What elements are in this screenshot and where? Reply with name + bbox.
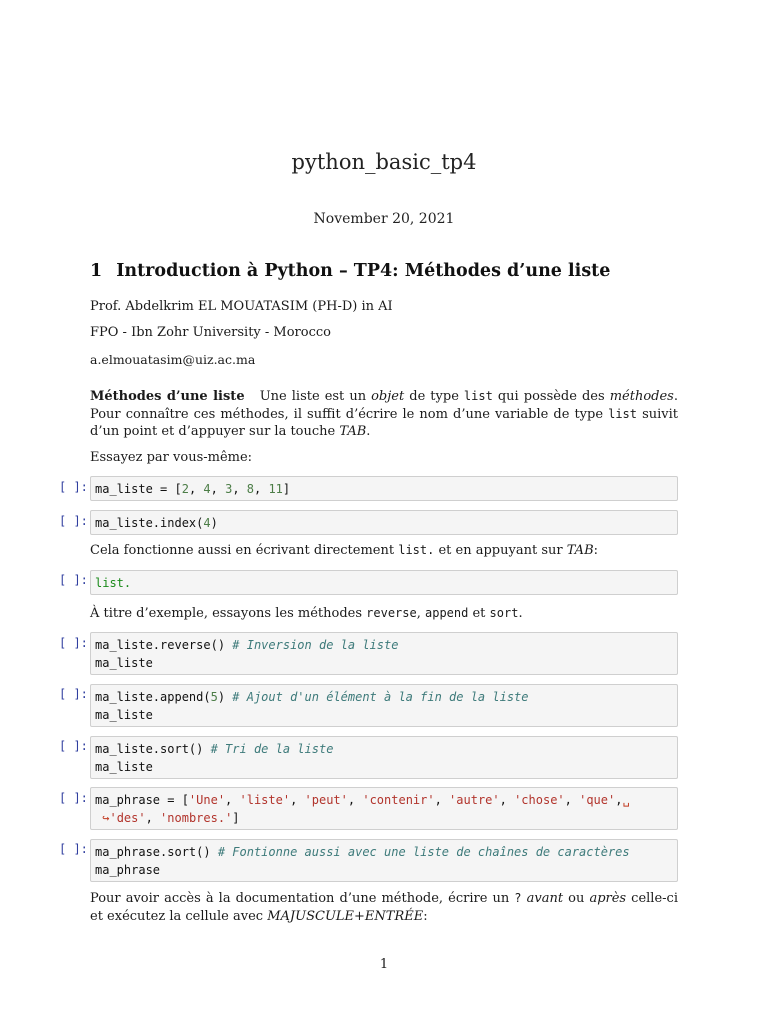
try-paragraph: Essayez par vous-même: xyxy=(90,450,253,465)
code-string: 'Une' xyxy=(188,793,226,807)
text: . xyxy=(518,606,523,621)
code-text: , xyxy=(499,793,515,807)
code-cell[interactable] xyxy=(90,684,678,727)
section-heading xyxy=(90,261,610,281)
code-number: 4 xyxy=(203,516,211,530)
code-text: , xyxy=(347,793,363,807)
emphasis: MAJUSCULE+ENTRÉE xyxy=(267,908,424,924)
code-text: ) xyxy=(217,690,233,704)
cell-prompt: [ ]: xyxy=(59,636,88,650)
code-text: ma_liste = [ xyxy=(95,482,182,496)
email-line: a.elmouatasim@uiz.ac.ma xyxy=(90,352,256,367)
line-wrap-mark: ␣ xyxy=(622,793,630,807)
code-string: 'peut' xyxy=(304,793,348,807)
cell-prompt: [ ]: xyxy=(59,791,88,805)
code-builtin: list. xyxy=(95,576,132,590)
code-string: 'des' xyxy=(109,811,146,825)
text: Une liste est un xyxy=(259,389,372,404)
document-date: November 20, 2021 xyxy=(313,211,455,227)
code-text: , xyxy=(564,793,580,807)
code-cell[interactable] xyxy=(90,736,678,779)
direct-list-paragraph xyxy=(90,542,678,560)
text: qui possède des xyxy=(492,389,610,404)
code-cell[interactable] xyxy=(90,570,678,595)
code-cell[interactable] xyxy=(90,787,678,830)
code-comment: # Tri de la liste xyxy=(210,742,334,756)
text: ou xyxy=(563,891,590,906)
cell-prompt: [ ]: xyxy=(59,573,88,587)
code-text: ma_phrase.sort() xyxy=(95,845,218,859)
code-text: , xyxy=(145,811,161,825)
text: : xyxy=(423,908,428,924)
code-string: 'que' xyxy=(579,793,616,807)
code-string: 'contenir' xyxy=(362,793,435,807)
documentation-paragraph xyxy=(90,890,678,925)
code-number: 2 xyxy=(181,482,189,496)
code-text: , xyxy=(290,793,305,807)
code-cell[interactable] xyxy=(90,839,678,882)
text: celle-ci et exécutez la cellule avec xyxy=(90,891,678,924)
code-text: , xyxy=(434,793,450,807)
code-number: 3 xyxy=(225,482,233,496)
emphasis: TAB xyxy=(339,424,367,439)
emphasis: après xyxy=(589,891,627,906)
code-comment: # Ajout d'un élément à la fin de la liste xyxy=(232,690,529,704)
document-title: python_basic_tp4 xyxy=(291,150,477,174)
code-text: ma_liste.reverse() xyxy=(95,638,233,652)
cell-prompt: [ ]: xyxy=(59,739,88,753)
code-text: ma_liste xyxy=(95,760,153,774)
code-text: , xyxy=(254,482,269,496)
cell-prompt: [ ]: xyxy=(59,514,88,528)
paragraph-heading: Méthodes d’une liste xyxy=(90,389,245,404)
author-line: Prof. Abdelkrim EL MOUATASIM (PH-D) in AI xyxy=(90,299,393,314)
section-title: Introduction à Python – TP4: Méthodes d’une liste xyxy=(116,261,611,281)
text: Pour avoir accès à la documentation d’une méthode, écrire un xyxy=(90,891,515,906)
inline-code: ? xyxy=(514,891,522,905)
code-cell[interactable] xyxy=(90,476,678,501)
text: et xyxy=(468,606,490,621)
code-text: , xyxy=(615,793,623,807)
continuation-arrow-icon: ↪ xyxy=(102,811,110,825)
section-number: 1 xyxy=(90,261,103,281)
code-comment: # Fontionne aussi avec une liste de chaînes de caractères xyxy=(217,845,630,859)
code-number: 4 xyxy=(203,482,211,496)
inline-code: reverse xyxy=(366,606,417,620)
code-text: ma_liste xyxy=(95,656,153,670)
page-number: 1 xyxy=(379,957,389,972)
code-text: ma_phrase = [ xyxy=(95,793,189,807)
text: À titre d’exemple, essayons les méthodes xyxy=(90,606,367,621)
code-comment: # Inversion de la liste xyxy=(232,638,399,652)
cell-prompt: [ ]: xyxy=(59,687,88,701)
text: de type xyxy=(404,389,464,404)
inline-code: sort xyxy=(489,606,519,620)
code-text: ma_liste.sort() xyxy=(95,742,211,756)
text: suivit d’un point et d’appuyer sur la touche xyxy=(90,406,678,439)
code-string: 'liste' xyxy=(239,793,291,807)
code-cell[interactable] xyxy=(90,510,678,535)
intro-paragraph xyxy=(90,388,678,441)
cell-prompt: [ ]: xyxy=(59,480,88,494)
code-text: ) xyxy=(210,516,218,530)
code-text: ma_liste.index( xyxy=(95,516,204,530)
code-text: , xyxy=(210,482,226,496)
code-string: 'chose' xyxy=(514,793,565,807)
code-text: , xyxy=(225,793,240,807)
code-text: ] xyxy=(282,482,291,496)
inline-code: list. xyxy=(398,543,435,557)
text: et en appuyant sur xyxy=(434,543,567,558)
text: , xyxy=(416,606,425,621)
code-string: 'autre' xyxy=(449,793,500,807)
code-number: 11 xyxy=(268,482,283,496)
affiliation-line: FPO - Ibn Zohr University - Morocco xyxy=(90,325,331,340)
emphasis: méthodes xyxy=(609,389,674,404)
code-number: 8 xyxy=(246,482,254,496)
code-text: ] xyxy=(232,811,240,825)
emphasis: TAB xyxy=(566,543,594,558)
code-text: ma_liste.append( xyxy=(95,690,211,704)
inline-code: append xyxy=(425,606,469,620)
code-text: , xyxy=(232,482,247,496)
cell-prompt: [ ]: xyxy=(59,842,88,856)
code-text: ma_phrase xyxy=(95,863,161,877)
code-text: , xyxy=(188,482,204,496)
emphasis: objet xyxy=(371,389,405,404)
code-string: 'nombres.' xyxy=(160,811,233,825)
code-cell[interactable] xyxy=(90,632,678,675)
inline-code: list xyxy=(608,406,638,421)
code-text: ma_liste xyxy=(95,708,153,722)
text: . Pour connaître ces méthodes, il suffit d’écrire le nom d’une variable de type xyxy=(90,389,678,422)
inline-code: list xyxy=(463,389,493,403)
text: Cela fonctionne aussi en écrivant directement xyxy=(90,543,399,558)
code-number: 5 xyxy=(210,690,218,704)
text: . xyxy=(366,424,371,439)
text: : xyxy=(593,543,599,558)
example-paragraph xyxy=(90,605,678,623)
emphasis: avant xyxy=(526,891,564,906)
